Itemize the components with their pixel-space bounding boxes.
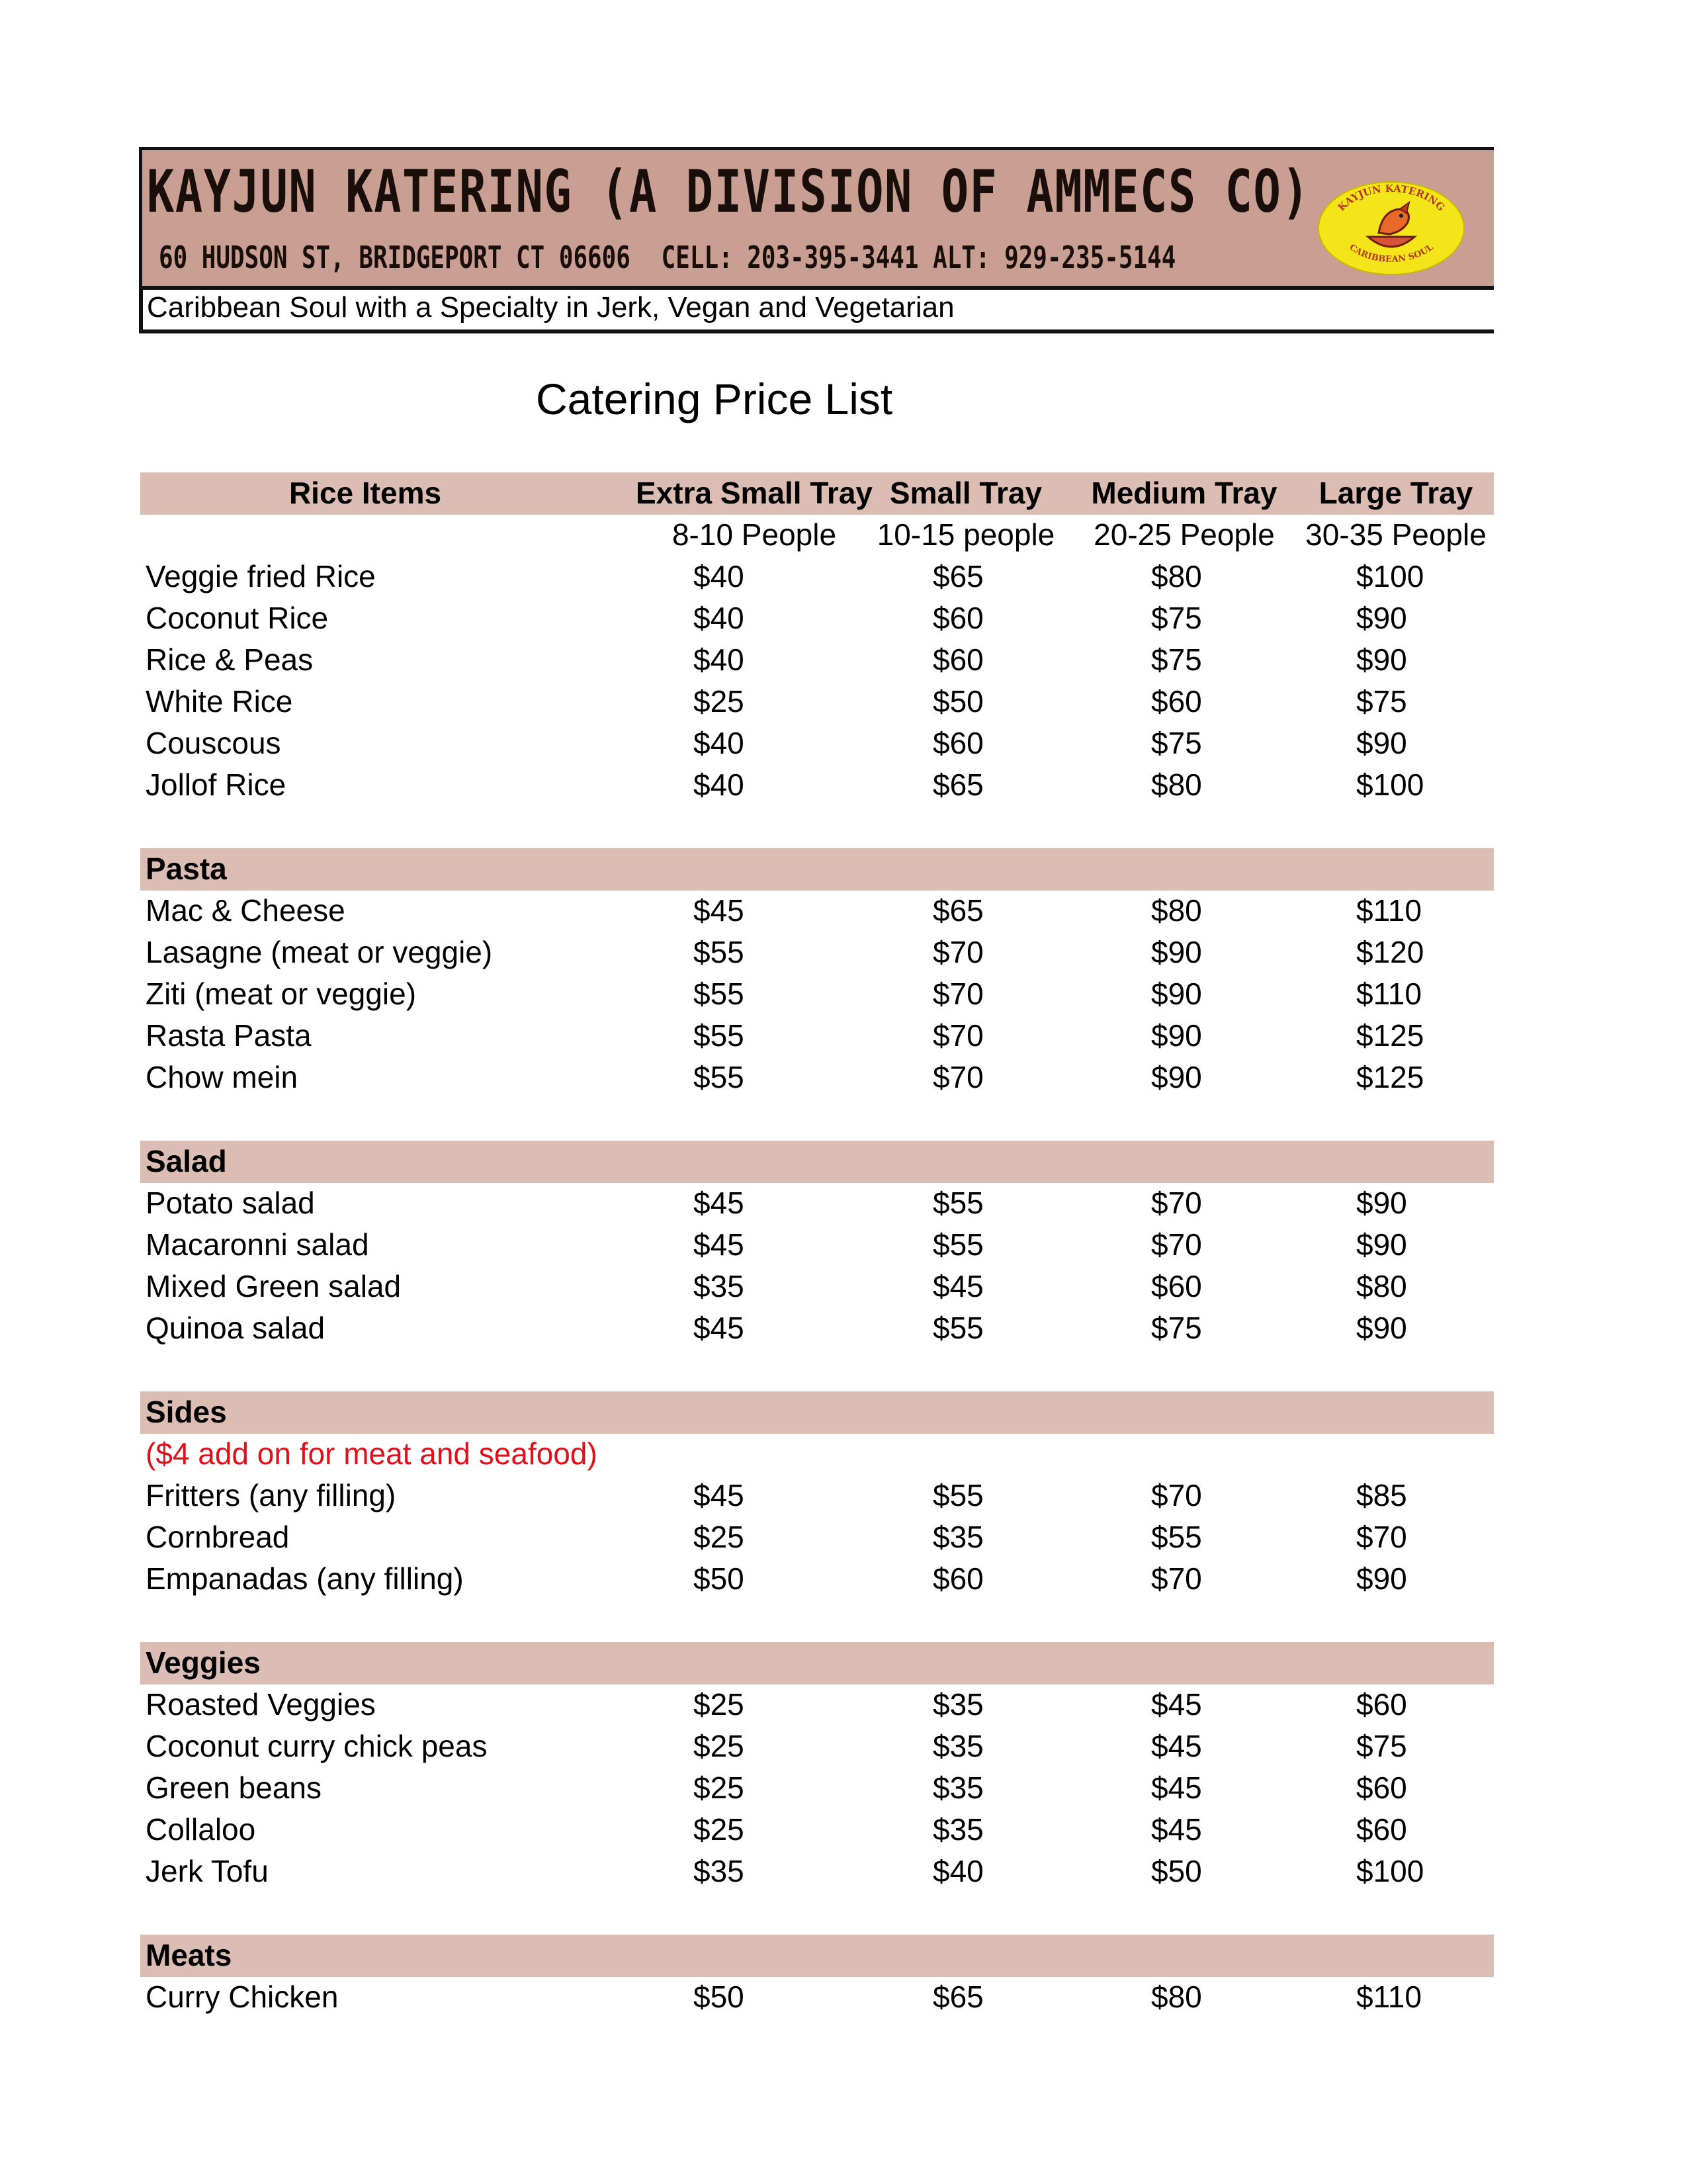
- price-large: $90: [1356, 726, 1407, 760]
- price-extra-small: $35: [693, 1854, 744, 1888]
- price-small: $35: [933, 1687, 984, 1722]
- servings-small: 10-15 people: [877, 517, 1055, 552]
- price-small: $50: [933, 684, 984, 719]
- item-name: Fritters (any filling): [146, 1478, 396, 1512]
- price-small: $35: [933, 1812, 984, 1847]
- section-band: [140, 1391, 1494, 1434]
- price-large: $70: [1356, 1520, 1407, 1554]
- price-medium: $90: [1151, 1060, 1202, 1094]
- price-small: $60: [933, 642, 984, 677]
- price-large: $125: [1356, 1060, 1424, 1094]
- price-medium: $50: [1151, 1854, 1202, 1888]
- price-extra-small: $45: [693, 1186, 744, 1220]
- price-medium: $55: [1151, 1520, 1202, 1554]
- item-name: Potato salad: [146, 1186, 315, 1220]
- section-band: [140, 1935, 1494, 1977]
- column-header-extra-small-tray: Extra Small Tray: [636, 476, 873, 510]
- price-large: $100: [1356, 559, 1424, 593]
- item-name: Cornbread: [146, 1520, 290, 1554]
- price-medium: $80: [1151, 767, 1202, 802]
- price-large: $110: [1356, 893, 1422, 928]
- section-title-sides: Sides: [146, 1395, 227, 1429]
- price-extra-small: $40: [693, 559, 744, 593]
- section-band: [140, 1642, 1494, 1684]
- price-medium: $75: [1151, 601, 1202, 635]
- price-small: $45: [933, 1269, 984, 1303]
- item-name: Macaronni salad: [146, 1227, 369, 1262]
- item-name: Quinoa salad: [146, 1311, 325, 1345]
- price-large: $80: [1356, 1269, 1407, 1303]
- item-name: Roasted Veggies: [146, 1687, 376, 1722]
- price-large: $85: [1356, 1478, 1407, 1512]
- price-medium: $75: [1151, 1311, 1202, 1345]
- item-name: Curry Chicken: [146, 1980, 339, 2014]
- price-large: $90: [1356, 601, 1407, 635]
- price-large: $60: [1356, 1687, 1407, 1722]
- price-small: $70: [933, 1060, 984, 1094]
- item-name: Veggie fried Rice: [146, 559, 376, 593]
- price-extra-small: $55: [693, 1060, 744, 1094]
- price-medium: $75: [1151, 726, 1202, 760]
- section-title-pasta: Pasta: [146, 852, 227, 886]
- price-extra-small: $25: [693, 1812, 744, 1847]
- contact-line: [159, 240, 1176, 275]
- price-extra-small: $35: [693, 1269, 744, 1303]
- price-large: $120: [1356, 935, 1424, 969]
- price-medium: $45: [1151, 1770, 1202, 1805]
- servings-extra-small: 8-10 People: [671, 517, 837, 552]
- price-large: $60: [1356, 1770, 1407, 1805]
- price-small: $60: [933, 601, 984, 635]
- price-small: $55: [933, 1311, 984, 1345]
- price-small: $35: [933, 1770, 984, 1805]
- price-extra-small: $25: [693, 1770, 744, 1805]
- company-name: KAYJUN KATERING (A DIVISION OF AMMECS CO): [147, 157, 1311, 226]
- sides-note: ($4 add on for meat and seafood): [146, 1436, 597, 1471]
- price-small: $70: [933, 1018, 984, 1053]
- item-name: Chow mein: [146, 1060, 298, 1094]
- column-header-medium-tray: Medium Tray: [1091, 476, 1277, 510]
- item-name: Collaloo: [146, 1812, 256, 1847]
- price-small: $35: [933, 1729, 984, 1763]
- price-medium: $60: [1151, 1269, 1202, 1303]
- price-extra-small: $45: [693, 1227, 744, 1262]
- price-medium: $60: [1151, 684, 1202, 719]
- price-extra-small: $45: [693, 893, 744, 928]
- price-small: $65: [933, 893, 984, 928]
- item-name: Coconut curry chick peas: [146, 1729, 488, 1763]
- servings-large: 30-35 People: [1305, 517, 1487, 552]
- price-large: $125: [1356, 1018, 1424, 1053]
- price-large: $90: [1356, 1227, 1407, 1262]
- price-large: $110: [1356, 977, 1422, 1011]
- price-medium: $90: [1151, 1018, 1202, 1053]
- price-small: $65: [933, 767, 984, 802]
- price-medium: $90: [1151, 935, 1202, 969]
- price-extra-small: $45: [693, 1311, 744, 1345]
- price-large: $60: [1356, 1812, 1407, 1847]
- column-header-large-tray: Large Tray: [1319, 476, 1473, 510]
- section-band: [140, 848, 1494, 891]
- price-extra-small: $55: [693, 1018, 744, 1053]
- column-header-rice-items: Rice Items: [288, 476, 442, 510]
- tagline: Caribbean Soul with a Specialty in Jerk, Vegan and Vegetarian: [147, 291, 955, 324]
- column-header-small-tray: Small Tray: [889, 476, 1043, 510]
- price-small: $55: [933, 1186, 984, 1220]
- price-small: $55: [933, 1227, 984, 1262]
- section-title-meats: Meats: [146, 1938, 232, 1972]
- item-name: Couscous: [146, 726, 281, 760]
- section-title-salad: Salad: [146, 1144, 227, 1178]
- price-small: $65: [933, 1980, 984, 2014]
- price-large: $75: [1356, 684, 1407, 719]
- item-name: Mixed Green salad: [146, 1269, 402, 1303]
- price-large: $100: [1356, 1854, 1424, 1888]
- item-name: Rasta Pasta: [146, 1018, 312, 1053]
- price-extra-small: $40: [693, 726, 744, 760]
- section-band: [140, 1141, 1494, 1183]
- item-name: Jollof Rice: [146, 767, 286, 802]
- item-name: Coconut Rice: [146, 601, 329, 635]
- item-name: Mac & Cheese: [146, 893, 345, 928]
- price-medium: $45: [1151, 1812, 1202, 1847]
- price-extra-small: $40: [693, 601, 744, 635]
- price-large: $90: [1356, 1311, 1407, 1345]
- item-name: Lasagne (meat or veggie): [146, 935, 493, 969]
- price-small: $60: [933, 1561, 984, 1596]
- price-small: $35: [933, 1520, 984, 1554]
- price-large: $90: [1356, 1186, 1407, 1220]
- price-extra-small: $40: [693, 642, 744, 677]
- price-extra-small: $55: [693, 977, 744, 1011]
- section-title-veggies: Veggies: [146, 1645, 261, 1680]
- price-medium: $45: [1151, 1687, 1202, 1722]
- price-extra-small: $25: [693, 1520, 744, 1554]
- phone-numbers: CELL: 203-395-3441 ALT: 929-235-5144: [661, 240, 1176, 275]
- price-small: $65: [933, 559, 984, 593]
- price-medium: $70: [1151, 1186, 1202, 1220]
- price-large: $110: [1356, 1980, 1422, 2014]
- price-extra-small: $55: [693, 935, 744, 969]
- price-medium: $70: [1151, 1561, 1202, 1596]
- price-medium: $80: [1151, 1980, 1202, 2014]
- price-medium: $70: [1151, 1478, 1202, 1512]
- logo-text-top: KAYJUN KATERING: [1335, 182, 1448, 214]
- price-extra-small: $50: [693, 1561, 744, 1596]
- item-name: Ziti (meat or veggie): [146, 977, 417, 1011]
- price-medium: $45: [1151, 1729, 1202, 1763]
- item-name: White Rice: [146, 684, 293, 719]
- price-large: $90: [1356, 642, 1407, 677]
- price-large: $75: [1356, 1729, 1407, 1763]
- item-name: Jerk Tofu: [146, 1854, 269, 1888]
- price-extra-small: $25: [693, 1687, 744, 1722]
- servings-medium: 20-25 People: [1094, 517, 1275, 552]
- price-extra-small: $50: [693, 1980, 744, 2014]
- price-small: $70: [933, 977, 984, 1011]
- price-medium: $75: [1151, 642, 1202, 677]
- price-medium: $80: [1151, 559, 1202, 593]
- company-logo: [1315, 179, 1467, 278]
- price-small: $60: [933, 726, 984, 760]
- item-name: Empanadas (any filling): [146, 1561, 464, 1596]
- item-name: Green beans: [146, 1770, 322, 1805]
- item-name: Rice & Peas: [146, 642, 314, 677]
- price-extra-small: $40: [693, 767, 744, 802]
- price-large: $100: [1356, 767, 1424, 802]
- price-small: $55: [933, 1478, 984, 1512]
- price-medium: $90: [1151, 977, 1202, 1011]
- logo-text-bottom: CARIBBEAN SOUL: [1347, 242, 1436, 265]
- price-small: $70: [933, 935, 984, 969]
- price-extra-small: $45: [693, 1478, 744, 1512]
- price-extra-small: $25: [693, 684, 744, 719]
- price-medium: $70: [1151, 1227, 1202, 1262]
- price-medium: $80: [1151, 893, 1202, 928]
- document-title: Catering Price List: [536, 374, 893, 423]
- price-small: $40: [933, 1854, 984, 1888]
- price-large: $90: [1356, 1561, 1407, 1596]
- address: 60 HUDSON ST, BRIDGEPORT CT 06606: [159, 240, 630, 275]
- price-extra-small: $25: [693, 1729, 744, 1763]
